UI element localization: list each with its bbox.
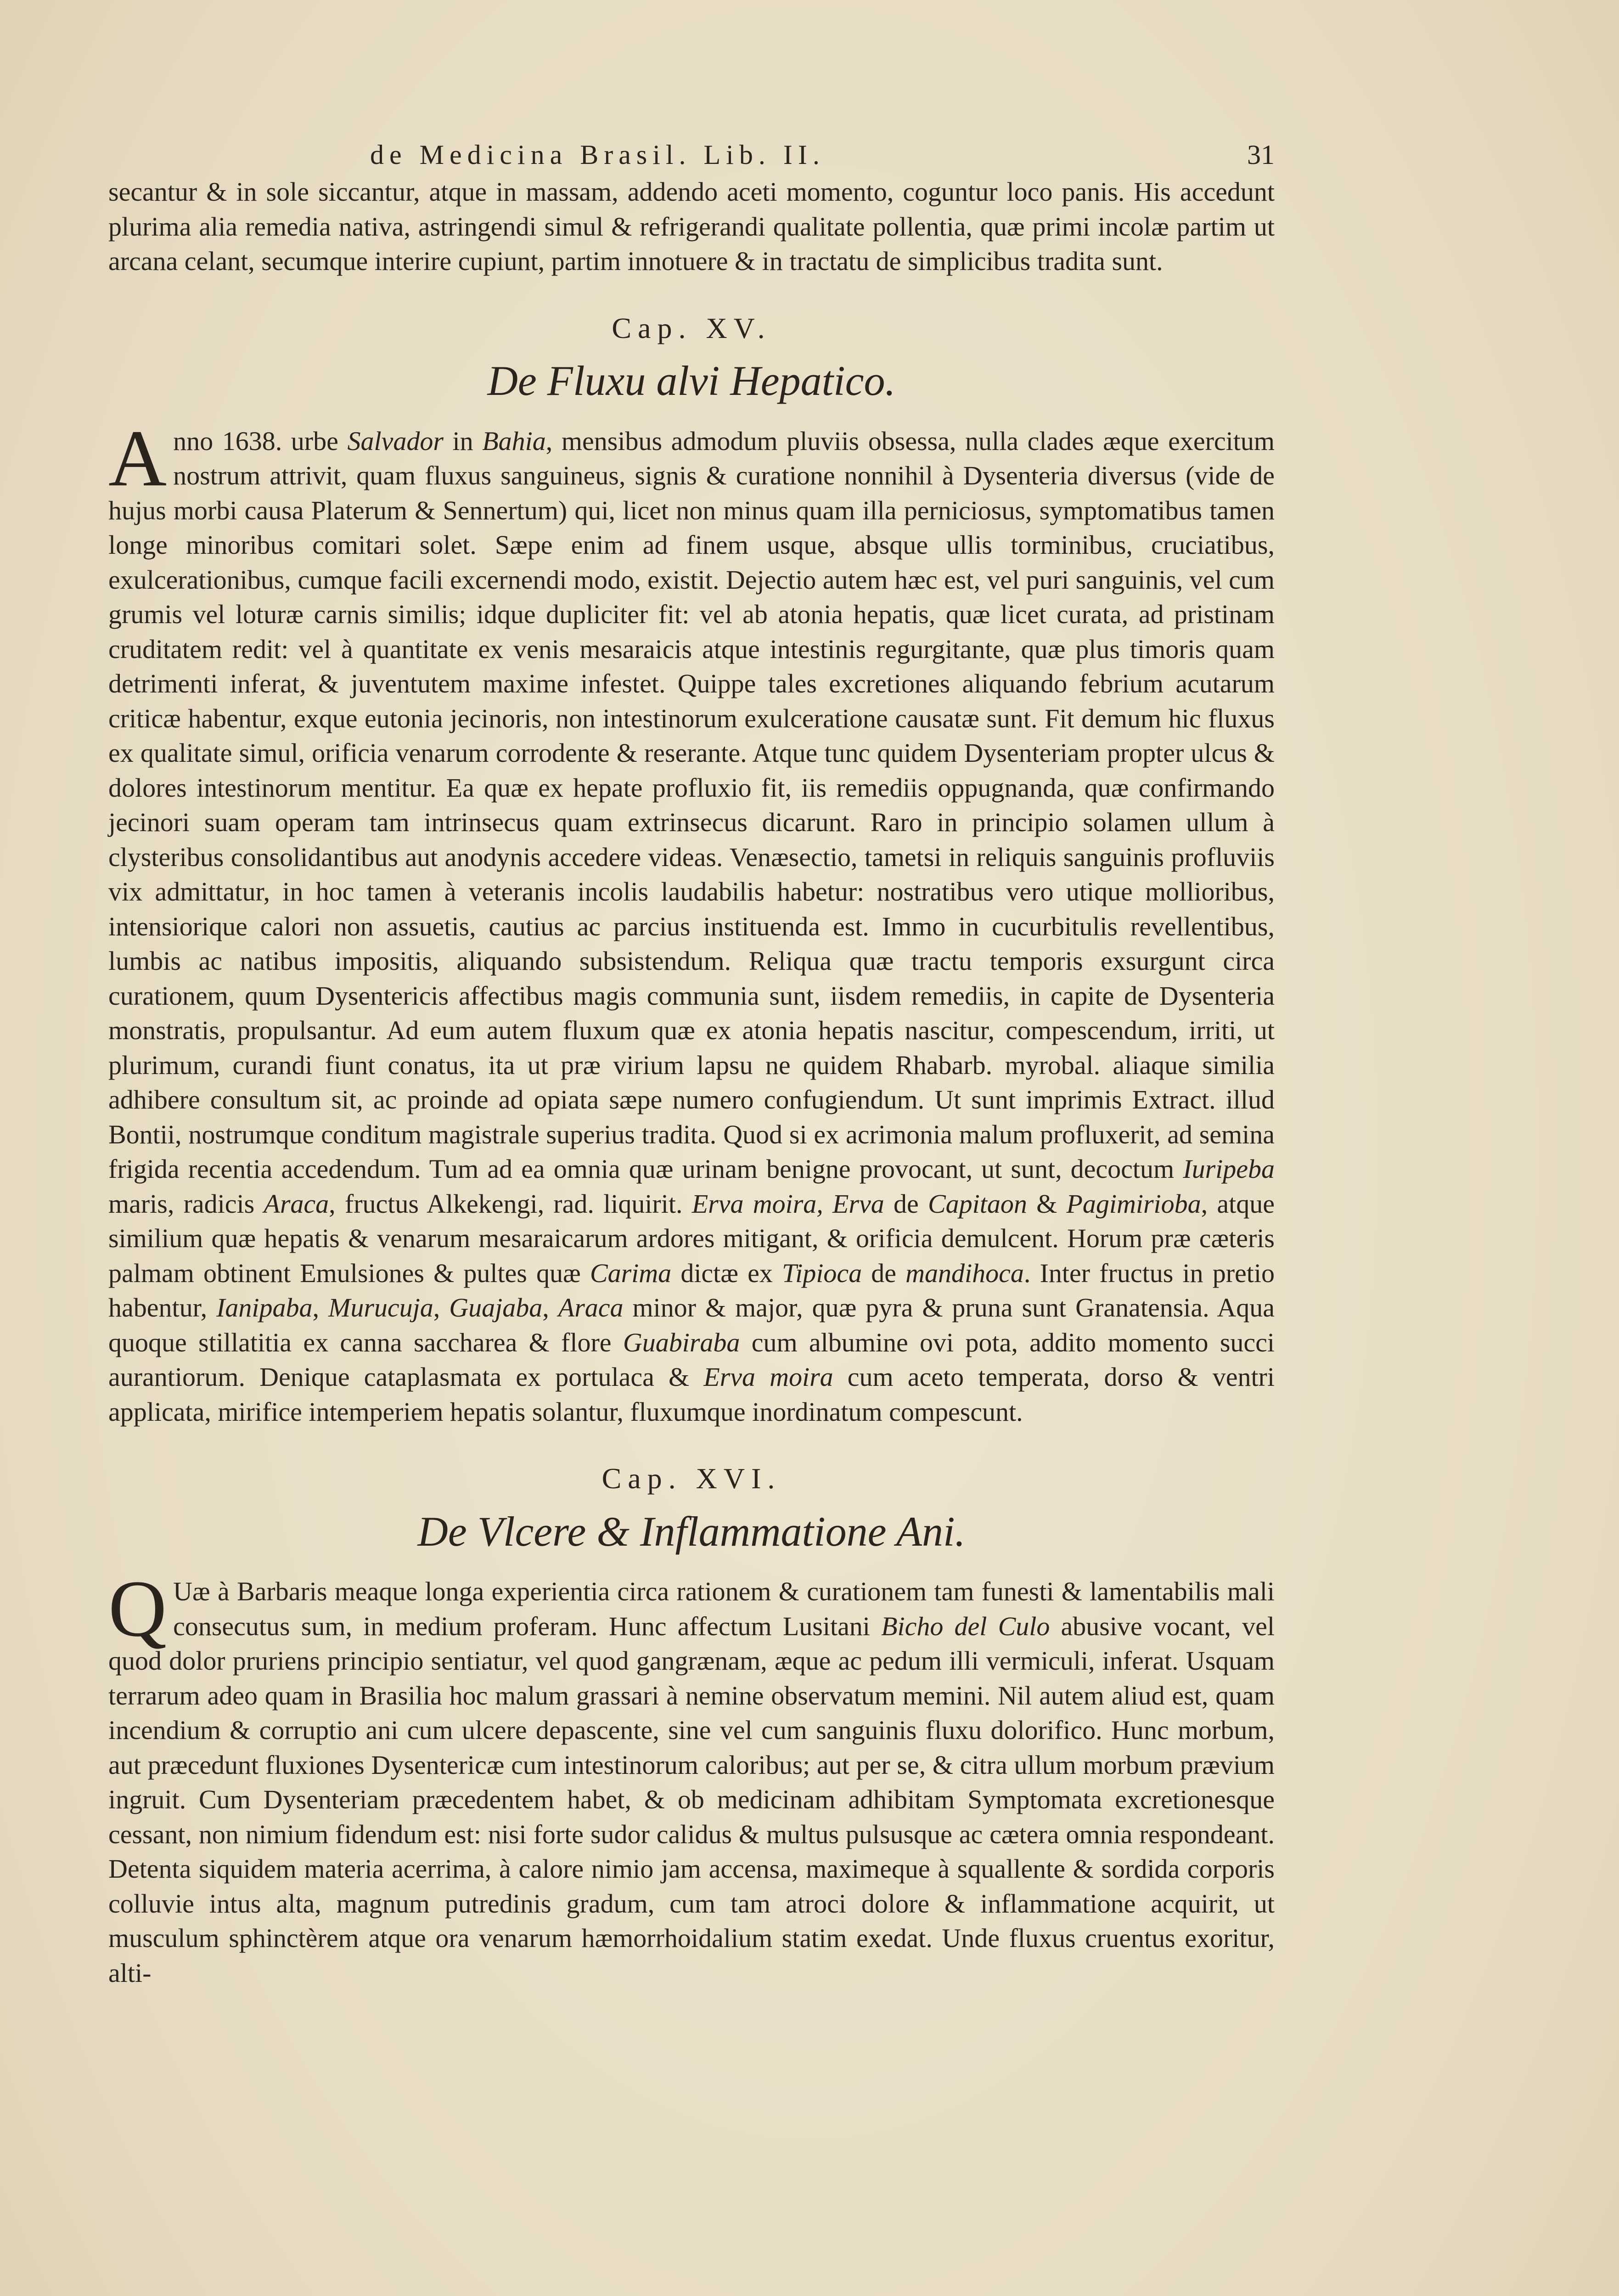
intro-paragraph: secantur & in sole siccantur, atque in massam, addendo aceti momento, coguntur loco panis. His accedunt plurima alia remedia nativa, astringendi simul & refrigerandi qualitate pollentia, quæ primi incolæ partim ut arcana celant, secumque interire cupiunt, partim innotuere & in tractatu de simplicibus tradita sunt. [108,177,1275,276]
drop-capital: A [108,413,167,503]
chapter-xv-text [108,413,1275,1427]
italic-term: Erva moira, Erva [691,1188,884,1219]
italic-term: Capitaon [928,1188,1027,1219]
text-run: , atque similium quæ hepatis & venarum mesaraicarum ardores mitigant, & orificia demulcent. Horum præ cæteris palmam obtinent Emulsiones & pultes quæ [108,1188,1275,1288]
text-run: in [443,426,483,456]
italic-term: Araca [558,1293,624,1322]
text-run: , mensibus admodum pluviis obsessa, nulla clades æque exercitum nostrum attrivit, quam fluxus sanguineus, signis & curatione nonnihil à Dysenteria diversus (vide de hujus morbi causa Platerum & Sennertum) qui, licet non minus quam illa perniciosus, symptomatibus tamen longe minoribus comitari solet. Sæpe enim ad finem usque, absque ullis torminibus, cruciatibus, exulcerationibus, cumque facili excernendi modo, existit. Dejectio autem hæc est, vel puri sanguinis, vel cum grumis vel loturæ carnis similis; idque dupliciter fit: vel ab atonia hepatis, quæ licet curata, ad pristinam cruditatem redit: vel à quantitate ex venis mesaraicis atque intestinis regurgitante, quæ plus timoris quam detrimenti inferat, & juventutem maxime infestet. Quippe tales excretiones aliquando febrium acutarum criticæ habentur, exque eutonia jecinoris, non intestinorum exulceratione causatæ sunt. Fit demum hic fluxus ex qualitate simul, orificia venarum corrodente & reserante. Atque tunc quidem Dysenteriam propter ulcus & dolores intestinorum mentitur. Ea quæ ex hepate profluxio fit, iis remediis oppugnanda, quæ confirmando jecinori suam operam tam intrinsecus quam extrinsecus dicarunt. Raro in principio solamen ullum à clysteribus consolidantibus aut anodynis accedere videas. Venæsectio, tametsi in reliquis sanguinis profluviis vix admittatur, in hoc tamen à veteranis incolis laudabilis habetur: nostratibus vero utique mollioribus, intensiorique calori non assuetis, cautius ac parcius instituenda est. Immo in cucurbitulis revellentibus, lumbis ac natibus impositis, aliquando subsistendum. Reliqua quæ tractu temporis exsurgunt circa curationem, quum Dysentericis affectibus magis communia sunt, iisdem remediis, in capite de Dysenteria monstratis, propulsantur. Ad eum autem fluxum quæ ex atonia hepatis nascitur, compescendum, irriti, ut plurimum, curandi fiunt conatus, ita ut præ virium lapsu ne quidem Rhabarb. myrobal. aliaque similia adhibere consultum sit, ac proinde ad opiata sæpe numero confugiendum. Ut sunt imprimis Extract. illud Bontii, nostrumque conditum magistrale superius tradita. Quod si ex acrimonia malum profluxerit, ad semina frigida recentia accedendum. Tum ad ea omnia quæ urinam benigne provocant, ut sunt, decoctum [108,426,1275,1184]
italic-term: Murucuja [328,1293,433,1322]
text-run: & [1027,1188,1067,1219]
italic-term: Erva moira [703,1362,833,1392]
text-run: nno 1638. urbe [173,426,348,456]
chapter-xvi-title: De Vlcere & Inflammatione Ani. [417,1508,966,1555]
text-run: cum aceto temperata, dorso & ventri applicata, mirifice intemperiem hepatis solantur, fluxumque inordinatum compescunt. [108,1362,1275,1427]
text-run: . Inter fructus in pretio habentur, [108,1258,1275,1322]
italic-term: Ianipaba [216,1293,313,1322]
italic-term: mandihoca [905,1258,1024,1288]
text-run: de [884,1188,928,1219]
chapter-xvi-body [108,1564,1275,1990]
drop-capital: Q [108,1564,167,1654]
chapter-xvi-heading: Cap. XVI. [602,1462,781,1495]
italic-term: Carima [590,1258,672,1288]
text-run: de [862,1258,906,1288]
text-run: dictæ ex [671,1258,782,1288]
page-number: 31 [1247,140,1275,170]
text-run: , [312,1293,329,1322]
text-block [108,138,1275,1990]
chapter-xvi-text [108,1564,1275,1988]
text-run: maris, radicis [108,1188,264,1219]
italic-term: Araca [264,1188,329,1219]
italic-term: Bicho del Culo [881,1611,1050,1641]
text-run: , [542,1293,558,1322]
text-run: minor & major, quæ pyra & pruna sunt Granatensia. Aqua quoque stillatitia ex canna saccharea & flore [108,1293,1275,1357]
running-title: de Medicina Brasil. Lib. II. [370,140,825,170]
italic-term: Bahia [482,426,546,456]
italic-term: Guajaba [449,1293,543,1322]
chapter-xv-heading: Cap. XV. [612,311,771,344]
chapter-xv-body [108,413,1275,1429]
italic-term: Pagimirioba [1066,1188,1201,1219]
text-run: Uæ à Barbaris meaque longa experientia circa rationem & curationem tam funesti & lamentabilis mali consecutus sum, in medium proferam. Hunc affectum Lusitani [173,1576,1275,1641]
chapter-xv-title: De Fluxu alvi Hepatico. [487,357,896,404]
italic-term: Salvador [347,426,444,456]
text-run: , [433,1293,450,1322]
text-run: , fructus Alkekengi, rad. liquirit. [329,1188,692,1219]
italic-term: Iuripeba [1183,1154,1275,1184]
text-run: abusive vocant, vel quod dolor pruriens principio sentiatur, vel quod gangrænam, æque ac pedum illi vermiculi, inferat. Usquam terrarum adeo quam in Brasilia hoc malum grassari à nemine observatum memini. Nil autem aliud est, quam incendium & corruptio ani cum ulcere depascente, sine vel cum sanguinis fluxu dolorifico. Hunc morbum, aut præcedunt fluxiones Dysentericæ cum intestinorum caloribus; aut per se, & citra ullum morbum prævium ingruit. Cum Dysenteriam præcedentem habet, & ob medicinam adhibitam Symptomata excretionesque cessant, non nimium fidendum est: nisi forte sudor calidus & multus pulsusque ac cætera omnia respondeant. Detenta siquidem materia acerrima, à calore nimio jam accensa, maximeque à squallente & sordida corporis colluvie intus alta, magnum putredinis gradum, cum tam atroci dolore & inflammatione acquirit, ut musculum sphinctèrem atque ora venarum hæmorrhoidalium statim exedat. Unde fluxus cruentus exoritur, alti- [108,1611,1275,1988]
text-run: cum albumine ovi pota, addito momento succi aurantiorum. Denique cataplasmata ex portulaca & [108,1327,1275,1392]
italic-term: Guabiraba [623,1327,740,1357]
italic-term: Tipioca [782,1258,862,1288]
running-head [370,138,1275,174]
